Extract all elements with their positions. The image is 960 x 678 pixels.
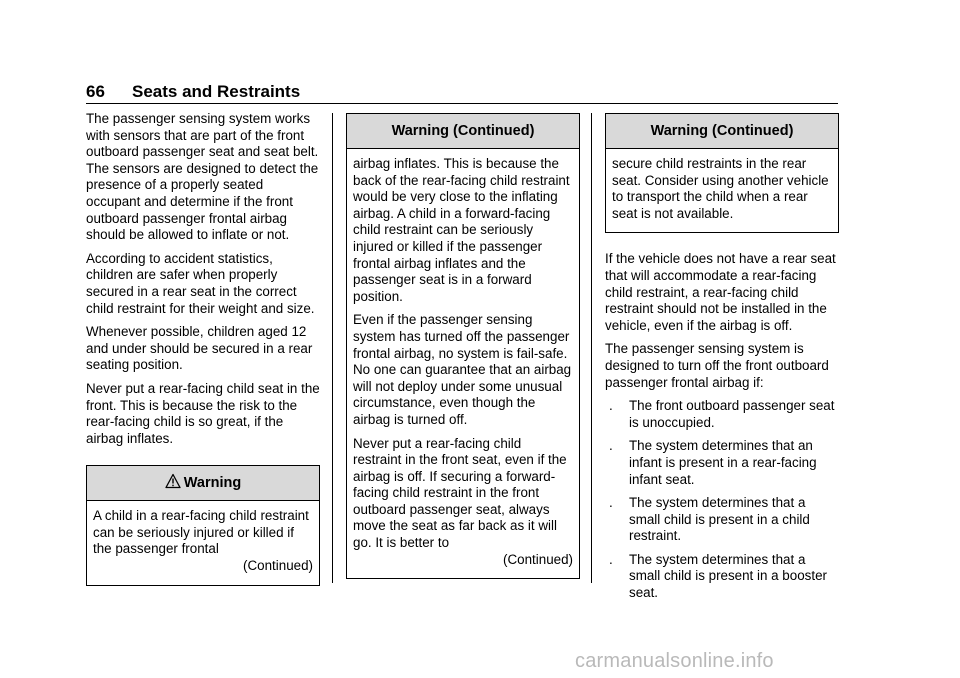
column-1 <box>86 111 320 586</box>
bullet-list <box>605 398 839 602</box>
body-paragraph: The passenger sensing system works with sensors that are part of the front outboard passenger seat and seat belt. The sensors are designed to detect the presence of a properly seated occupant and determine if the front outboard passenger frontal airbag should be allowed to inflate or not. <box>86 111 319 243</box>
bullet-marker: . <box>609 398 613 414</box>
bullet-marker: . <box>609 551 613 567</box>
watermark-text[interactable]: carmanualsonline.info <box>575 650 774 672</box>
warning-text: Even if the passenger sensing system has turned off the passenger frontal airbag, no system is fail-safe. No one can guarantee that an airbag will not deploy under some unusual circumstance, even though the airbag is turned off. <box>353 312 572 427</box>
warning-header <box>87 466 319 501</box>
continued-label: (Continued) <box>243 558 313 574</box>
warning-title: Warning <box>183 475 242 492</box>
warning-text: A child in a rear-facing child restraint can be seriously injured or killed if the passenger frontal <box>93 508 309 557</box>
bullet-marker: . <box>609 495 613 511</box>
warning-box <box>346 113 580 579</box>
section-title: Seats and Restraints <box>132 82 301 101</box>
body-paragraph: The passenger sensing system is designed to turn off the front outboard passenger frontal airbag if: <box>605 341 829 390</box>
body-paragraph: Whenever possible, children aged 12 and under should be secured in a rear seating position. <box>86 324 313 373</box>
warning-body <box>87 501 319 584</box>
warning-text: Never put a rear-facing child restraint in the front seat, even if the airbag is off. If securing a forward-facing child restraint in the front outboard passenger seat, always move the seat as far back as it will go. It is better to <box>353 435 567 551</box>
list-item-text: The system determines that a small child is present in a child restraint. <box>629 495 810 544</box>
body-paragraph: Never put a rear-facing child seat in the front. This is because the risk to the rear-facing child is so great, if the airbag inflates. <box>86 380 320 446</box>
column-divider <box>591 113 592 583</box>
warning-triangle-icon <box>165 473 181 489</box>
warning-header: Warning (Continued) <box>347 114 579 149</box>
warning-header: Warning (Continued) <box>606 114 838 149</box>
bullet-marker: . <box>609 438 613 454</box>
column-3 <box>605 113 839 609</box>
continued-label: (Continued) <box>503 551 573 567</box>
warning-body <box>606 149 838 232</box>
list-item <box>605 552 839 602</box>
warning-box <box>86 465 320 585</box>
page-header <box>86 82 300 102</box>
list-item-text: The front outboard passenger seat is unoccupied. <box>629 398 835 430</box>
list-item-text: The system determines that an infant is present in a rear-facing infant seat. <box>629 438 817 487</box>
warning-box <box>605 113 839 233</box>
list-item <box>605 438 839 488</box>
list-item-text: The system determines that a small child is present in a booster seat. <box>629 551 827 601</box>
body-paragraph: If the vehicle does not have a rear seat that will accommodate a rear-facing child restraint, a rear-facing child restraint should not be installed in the vehicle, even if the airbag is off. <box>605 251 836 333</box>
list-item <box>605 398 839 431</box>
page-number: 66 <box>86 82 105 101</box>
warning-body <box>347 149 579 578</box>
body-paragraph: According to accident statistics, children are safer when properly secured in a rear seat in the correct child restraint for their weight and size. <box>86 250 315 316</box>
warning-text: secure child restraints in the rear seat. Consider using another vehicle to transport the child when a rear seat is not available. <box>612 156 829 221</box>
header-rule <box>86 103 838 104</box>
warning-text: airbag inflates. This is because the back of the rear-facing child restraint would be very close to the inflating airbag. A child in a forward-facing child restraint can be seriously injured or killed if the passenger frontal airbag inflates and the passenger seat is in a forward position. <box>353 156 570 304</box>
list-item <box>605 495 839 545</box>
column-divider <box>332 113 333 583</box>
column-2 <box>346 113 580 579</box>
